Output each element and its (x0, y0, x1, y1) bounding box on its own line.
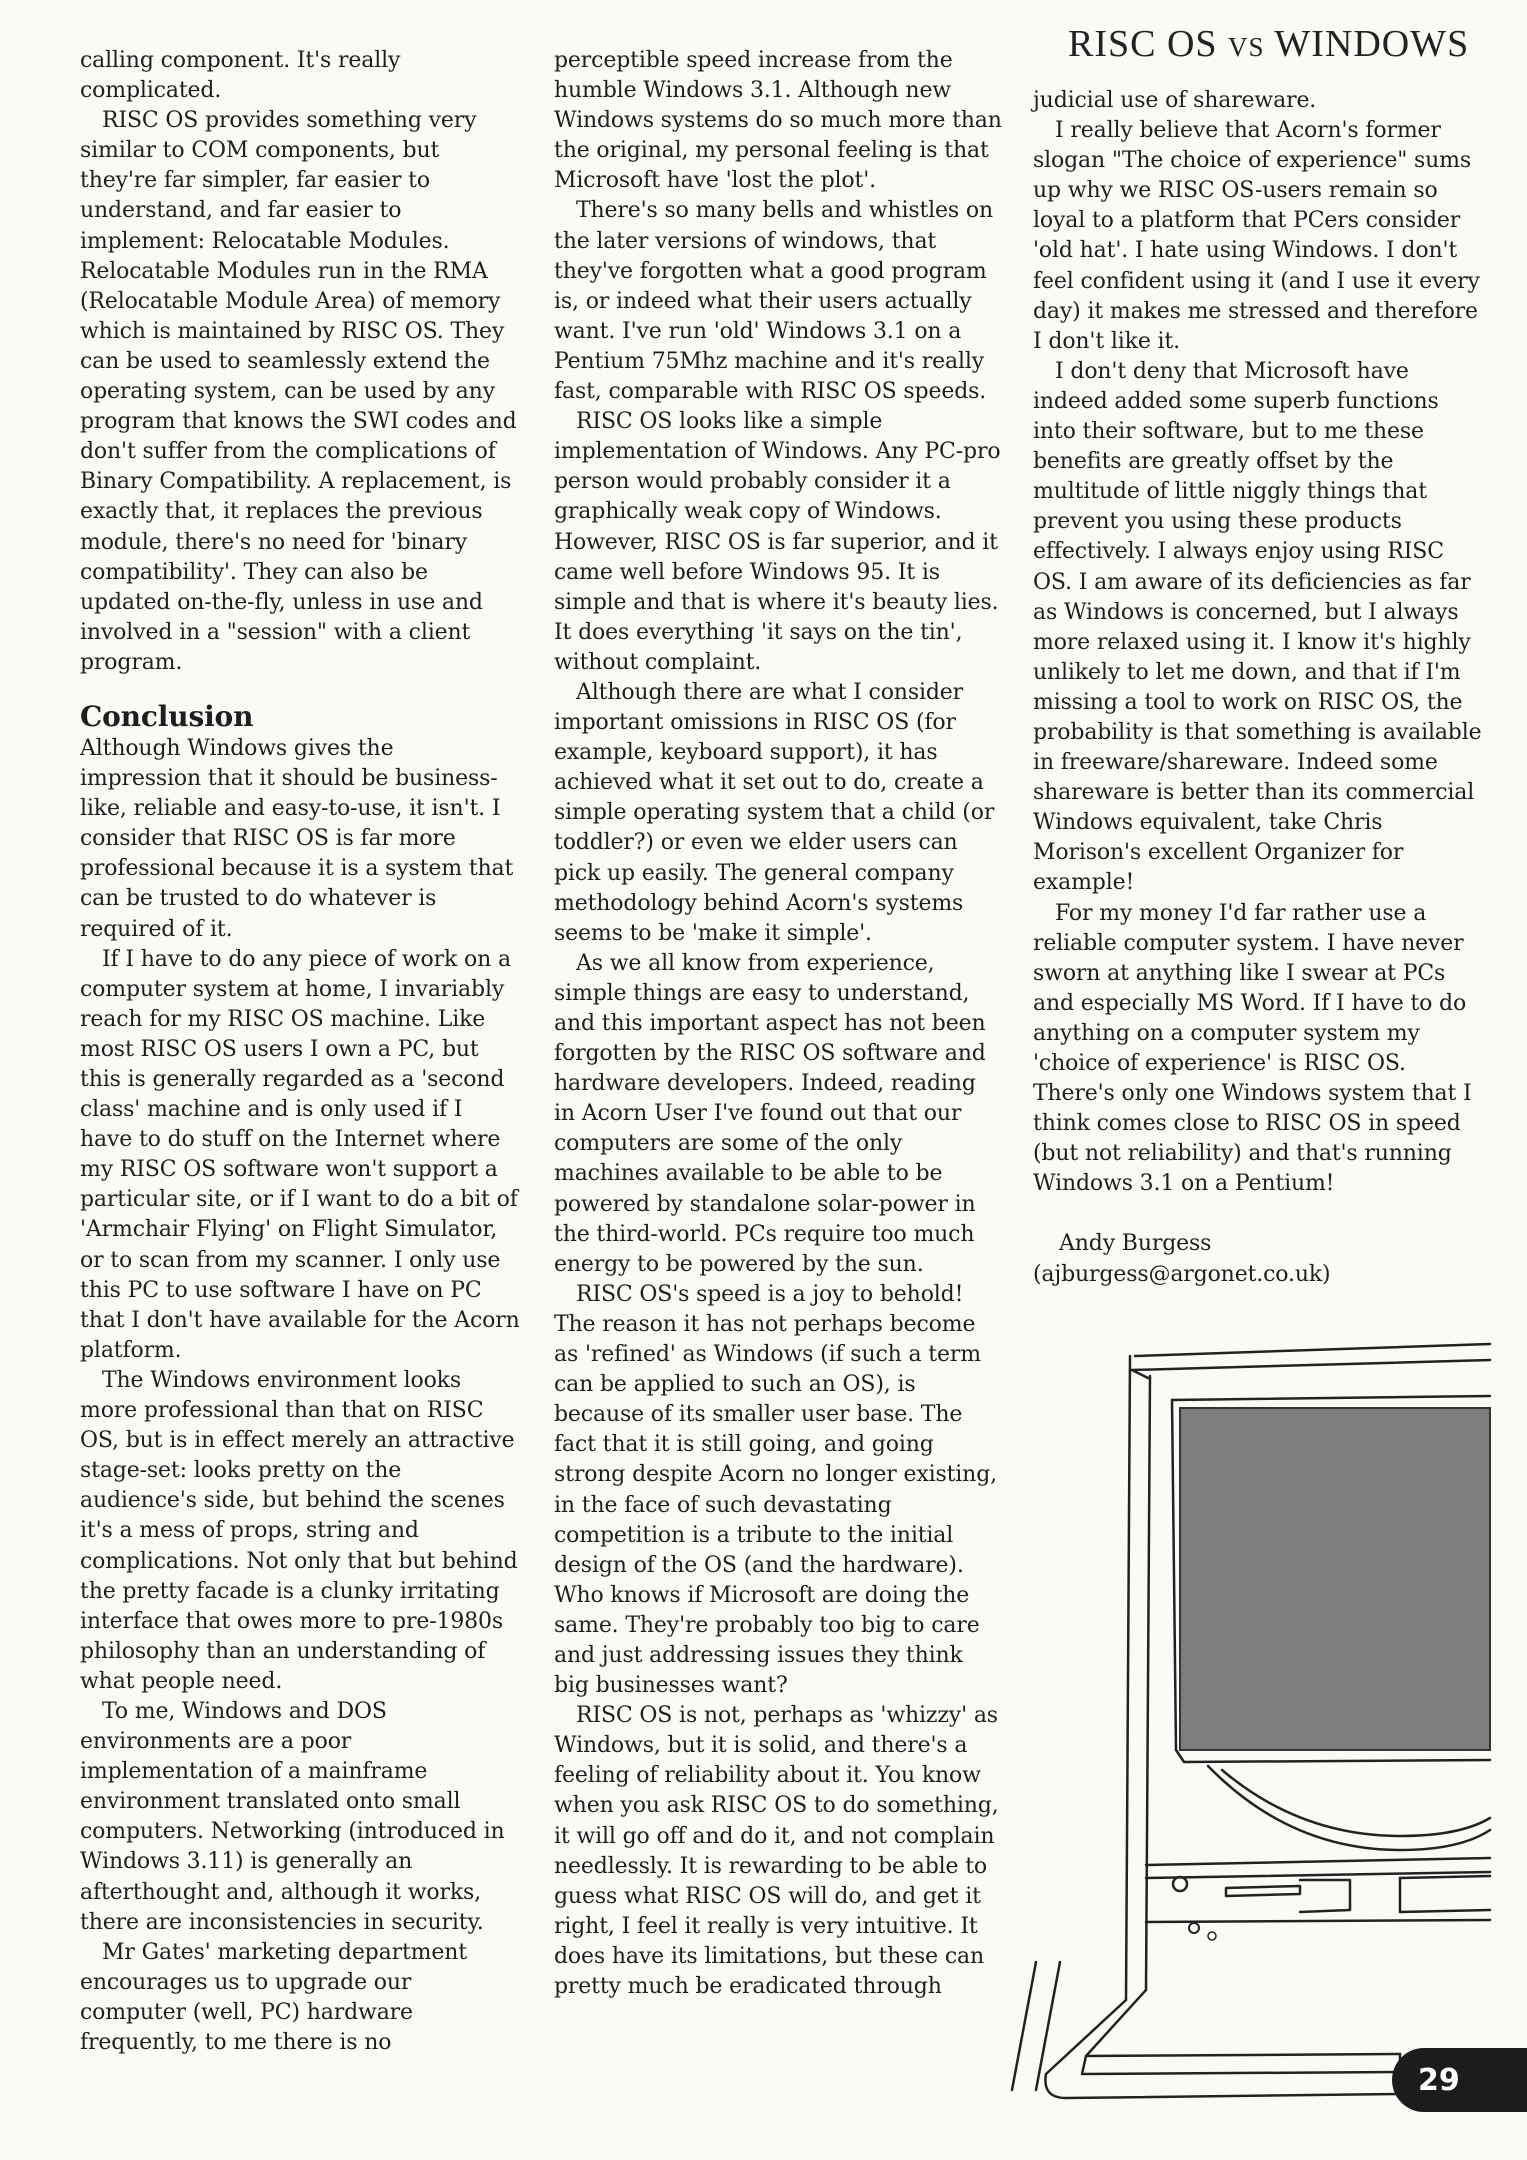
paragraph: Mr Gates' marketing department encourages us to upgrade our computer (well, PC) hardware frequently, to me there is no (80, 1939, 467, 2055)
paragraph: As we all know from experience, simple things are easy to understand, and this important aspect has not been forgotten by the RISC OS software and hardware developers. Indeed, reading in Acorn User I've found out that our computers are some of the only machines available to be able to be powered by standalone solar-power in the third-world. PCs require too much energy to be powered by the sun. (554, 950, 986, 1277)
indicator-light-icon (1208, 1932, 1216, 1940)
page-number: 29 (1418, 2062, 1460, 2098)
paragraph: I don't deny that Microsoft have indeed added some superb functions into their software, but to me these benefits are greatly offset by the multitude of little niggly things that prevent you using these products effectively. I always enjoy using RISC OS. I am aware of its deficiencies as far as Windows is concerned, but I always more relaxed using it. I know it's highly unlikely to let me down, and that if I'm missing a tool to work on RISC OS, the probability is that something is available in freeware/shareware. Indeed some shareware is better than its commercial Windows equivalent, take Chris Morison's excellent Organizer for example! (1033, 358, 1482, 896)
paragraph: If I have to do any piece of work on a computer system at home, I invariably reach for my RISC OS machine. Like most RISC OS users I own a PC, but this is generally regarded as a 'second class' machine and is only used if I have to do stuff on the Internet where my RISC OS software won't support a particular site, or if I want to do a bit of 'Armchair Flying' on Flight Simulator, or to scan from my scanner. I only use this PC to use software I have on PC that I don't have available for the Acorn platform. (80, 946, 520, 1363)
column-2 (554, 46, 1002, 2002)
paragraph: RISC OS is not, perhaps as 'whizzy' as Windows, but it is solid, and there's a feeling of reliability about it. You know when you ask RISC OS to do something, it will go off and do it, and not complain needlessly. It is rewarding to be able to guess what RISC OS will do, and get it right, I feel it really is very intuitive. It does have its limitations, but these can pretty much be eradicated through (554, 1703, 999, 1999)
column-1 (80, 46, 520, 2058)
paragraph: For my money I'd far rather use a reliable computer system. I have never sworn at anything like I swear at PCs and especially MS Word. If I have to do anything on a computer system my 'choice of experience' is RISC OS. There's only one Windows system that I think comes close to RISC OS in speed (but not reliability) and that's running Windows 3.1 on a Pentium! (1033, 900, 1472, 1197)
paragraph: Although there are what I consider important omissions in RISC OS (for example, keyboard support), it has achieved what it set out to do, create a simple operating system that a child (or toddler?) or even we elder users can pick up easily. The general company methodology behind Acorn's systems seems to be 'make it simple'. (554, 679, 995, 946)
paragraph: There's so many bells and whistles on the later versions of windows, that they've forgotten what a good program is, or indeed what their users actually want. I've run 'old' Windows 3.1 on a Pentium 75Mhz machine and it's really fast, comparable with RISC OS speeds. (554, 198, 994, 405)
paragraph: Although Windows gives the impression that it should be business-like, reliable and easy-to-use, it isn't. I consider that RISC OS is far more professional because it is a system that can be trusted to do whatever is required of it. (80, 735, 514, 942)
paragraph: I really believe that Acorn's former slogan "The choice of experience" sums up why we RISC OS-users remain so loyal to a platform that PCers consider 'old hat'. I hate using Windows. I don't feel confident using it (and I use it every day) it makes me stressed and therefore I don't like it. (1033, 118, 1480, 354)
author-name: Andy Burgess (1059, 1231, 1212, 1257)
conclusion-heading: Conclusion (80, 699, 254, 733)
paragraph: The Windows environment looks more professional than that on RISC OS, but is in effect merely an attractive stage-set: looks pretty on the audience's side, but behind the scenes it's a mess of props, string and complications. Not only that but behind the pretty facade is a clunky irritating interface that owes more to pre-1980s philosophy than an understanding of what people need. (80, 1367, 518, 1694)
computer-illustration (1000, 1330, 1527, 2110)
paragraph: RISC OS looks like a simple implementation of Windows. Any PC-pro person would probably consider it a graphically weak copy of Windows. However, RISC OS is far superior, and it came well before Windows 95. It is simple and that is where it's beauty lies. It does everything 'it says on the tin', without complaint. (554, 409, 1001, 675)
paragraph: calling component. It's really complicated. (80, 48, 401, 104)
paragraph: judicial use of shareware. (1033, 88, 1317, 113)
power-button-icon (1173, 1877, 1187, 1891)
indicator-light-icon (1189, 1923, 1199, 1933)
author-email: (ajburgess@argonet.co.uk) (1033, 1261, 1331, 1287)
paragraph: To me, Windows and DOS environments are a poor implementation of a mainframe environment translated onto small computers. Networking (introduced in Windows 3.11) is generally an afterthought and, although it works, there are inconsistencies in security. (80, 1698, 505, 1935)
page-title: RISC OS vs WINDOWS (1068, 23, 1470, 65)
paragraph: perceptible speed increase from the humble Windows 3.1. Although new Windows systems do so much more than the original, my personal feeling is that Microsoft have 'lost the plot'. (554, 48, 1002, 194)
paragraph: RISC OS's speed is a joy to behold! The reason it has not perhaps become as 'refined' as Windows (if such a term can be applied to such an OS), is because of its smaller user base. The fact that it is still going, and going strong despite Acorn no longer existing, in the face of such devastating competition is a tribute to the initial design of the OS (and the hardware). Who knows if Microsoft are doing the same. They're probably too big to care and just addressing issues they think big businesses want? (554, 1281, 997, 1699)
signature-block (1033, 1229, 1483, 1259)
column-3 (1033, 86, 1483, 1290)
paragraph: RISC OS provides something very similar to COM components, but they're far simpler, far easier to understand, and far easier to implement: Relocatable Modules. Relocatable Modules run in the RMA (Relocatable Module Area) of memory which is maintained by RISC OS. They can be used to seamlessly extend the operating system, can be used by any program that knows the SWI codes and don't suffer from the complications of Binary Compatibility. A replacement, is exactly that, it replaces the previous module, there's no need for 'binary compatibility'. They can also be updated on-the-fly, unless in use and involved in a "session" with a client program. (80, 108, 517, 675)
monitor-screen (1180, 1408, 1490, 1750)
page-number-tab (1392, 2048, 1527, 2112)
